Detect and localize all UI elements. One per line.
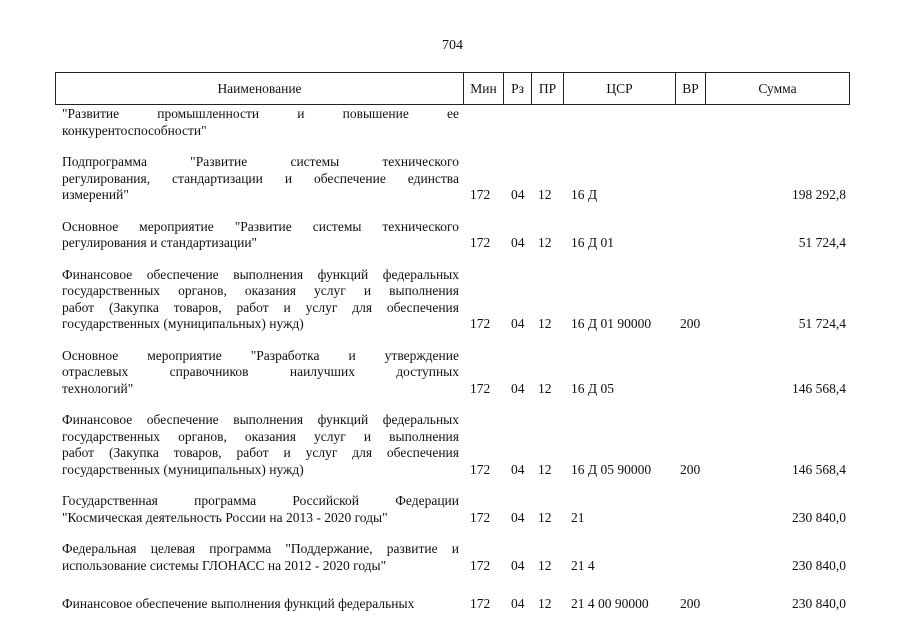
row-name-line: Государственная программа Российской Федерации <box>62 493 459 508</box>
row-vr: 200 <box>680 596 701 611</box>
table-body <box>0 106 905 613</box>
row-name <box>62 219 459 252</box>
row-rz: 04 <box>511 557 525 573</box>
row-vr: 200 <box>680 461 701 477</box>
row-name-line: Подпрограмма "Развитие системы технического <box>62 154 459 169</box>
row-name-line: работ (Закупка товаров, работ и услуг для обеспечения <box>62 299 459 315</box>
row-csr: 16 Д 01 <box>571 235 614 250</box>
row-min: 172 <box>470 187 491 202</box>
row-name-line: технологий" <box>62 380 134 396</box>
row-min: 172 <box>470 461 491 477</box>
row-name-line: использование системы ГЛОНАСС на 2012 - 2020 годы" <box>62 557 387 573</box>
row-sum: 230 840,0 <box>792 596 846 611</box>
table-row <box>0 267 905 333</box>
row-min: 172 <box>470 596 491 611</box>
row-rz: 04 <box>511 509 525 525</box>
row-vr: 200 <box>680 316 701 331</box>
table-row <box>0 154 905 204</box>
row-name <box>62 596 459 613</box>
row-min: 172 <box>470 557 491 573</box>
row-rz: 04 <box>511 461 525 477</box>
row-pr: 12 <box>538 596 552 611</box>
table-row <box>0 412 905 478</box>
row-sum: 51 724,4 <box>798 316 846 331</box>
row-name <box>62 106 459 139</box>
row-name-line: Финансовое обеспечение выполнения функций федеральных <box>62 596 415 611</box>
row-rz: 04 <box>511 316 525 331</box>
table-row <box>0 348 905 398</box>
row-name-line: "Развитие промышленности и повышение ее <box>62 106 459 121</box>
header-name: Наименование <box>217 81 302 96</box>
row-name-line: государственных органов, оказания услуг и выполнения <box>62 283 459 298</box>
row-rz: 04 <box>511 235 525 250</box>
row-csr: 21 <box>571 509 585 525</box>
table-row <box>0 106 905 139</box>
row-pr: 12 <box>538 235 552 250</box>
row-name <box>62 493 459 526</box>
row-min: 172 <box>470 380 491 396</box>
row-name-line: Федеральная целевая программа "Поддержание, развитие и <box>62 541 459 556</box>
header-csr: ЦСР <box>563 73 675 104</box>
row-rz: 04 <box>511 187 525 202</box>
row-name-line: "Космическая деятельность России на 2013 - 2020 годы" <box>62 509 388 525</box>
row-min: 172 <box>470 235 491 250</box>
row-csr: 16 Д 01 90000 <box>571 316 652 331</box>
row-name-line: Основное мероприятие "Развитие системы технического <box>62 218 459 234</box>
row-sum: 230 840,0 <box>792 509 846 525</box>
row-pr: 12 <box>538 187 552 202</box>
row-csr: 16 Д <box>571 187 598 202</box>
row-sum: 146 568,4 <box>792 380 846 396</box>
row-pr: 12 <box>538 461 552 477</box>
table-row <box>0 493 905 526</box>
row-min: 172 <box>470 509 491 525</box>
row-name <box>62 267 459 333</box>
row-name-line: конкурентоспособности" <box>62 122 207 138</box>
row-sum: 51 724,4 <box>798 235 846 250</box>
row-name-line: регулирования и стандартизации" <box>62 235 258 250</box>
row-name-line: государственных (муниципальных) нужд) <box>62 316 304 331</box>
header-sum: Сумма <box>705 73 849 104</box>
row-csr: 16 Д 05 <box>571 380 614 396</box>
row-name <box>62 541 459 574</box>
row-rz: 04 <box>511 596 525 611</box>
page-number: 704 <box>442 38 463 53</box>
row-name <box>62 412 459 478</box>
row-name-line: Финансовое обеспечение выполнения функций федеральных <box>62 266 459 282</box>
table-row <box>0 219 905 252</box>
header-vr: ВР <box>675 73 705 104</box>
row-name-line: Основное мероприятие "Разработка и утверждение <box>62 347 459 363</box>
row-name <box>62 154 459 204</box>
row-name-line: государственных (муниципальных) нужд) <box>62 461 304 477</box>
row-min: 172 <box>470 316 491 331</box>
row-csr: 16 Д 05 90000 <box>571 461 652 477</box>
header-rz: Рз <box>503 73 531 104</box>
row-name-line: измерений" <box>62 187 129 202</box>
row-pr: 12 <box>538 509 552 525</box>
row-csr: 21 4 00 90000 <box>571 596 649 611</box>
row-rz: 04 <box>511 380 525 396</box>
table-row <box>0 596 905 613</box>
row-name-line: Финансовое обеспечение выполнения функций федеральных <box>62 412 459 427</box>
header-min: Мин <box>463 73 503 104</box>
row-pr: 12 <box>538 316 552 331</box>
row-sum: 198 292,8 <box>792 187 846 202</box>
header-pr: ПР <box>531 73 563 104</box>
row-name-line: работ (Закупка товаров, работ и услуг для обеспечения <box>62 445 459 460</box>
row-csr: 21 4 <box>571 557 595 573</box>
row-name <box>62 348 459 398</box>
row-name-line: отраслевых справочников наилучших доступных <box>62 364 459 379</box>
row-sum: 230 840,0 <box>792 557 846 573</box>
table-row <box>0 541 905 574</box>
row-name-line: регулирования, стандартизации и обеспечение единства <box>62 170 459 186</box>
row-name-line: государственных органов, оказания услуг и выполнения <box>62 428 459 444</box>
row-pr: 12 <box>538 380 552 396</box>
table-header <box>55 72 850 105</box>
row-pr: 12 <box>538 557 552 573</box>
row-sum: 146 568,4 <box>792 461 846 477</box>
